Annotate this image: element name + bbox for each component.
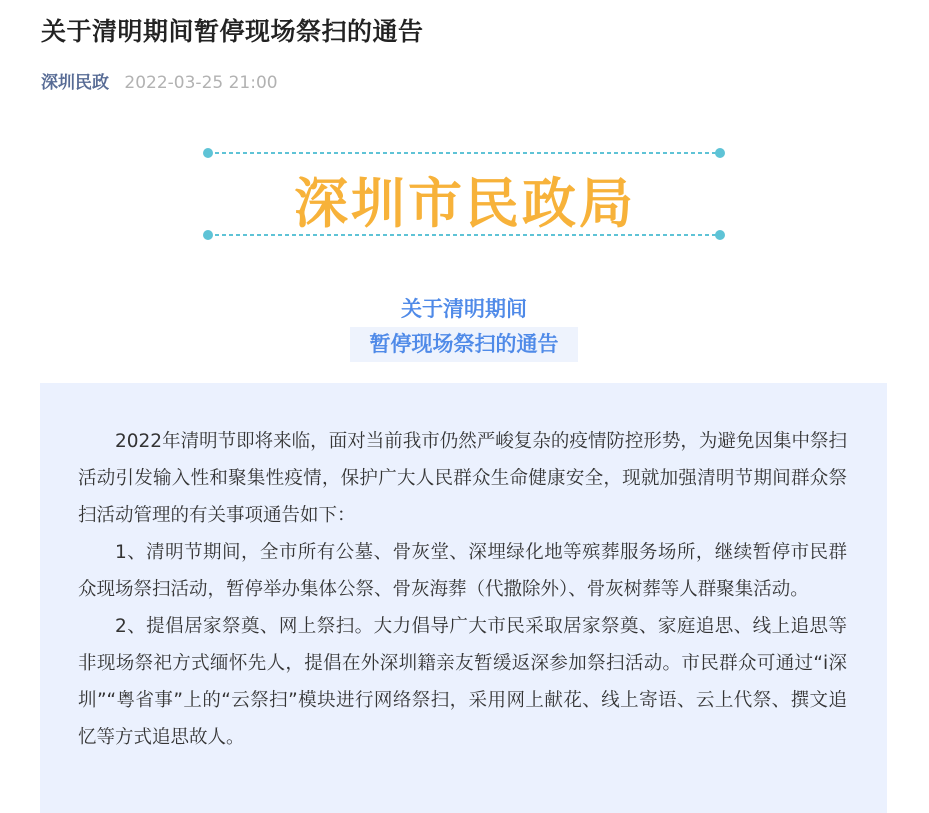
notice-title [350,292,578,362]
notice-body [40,383,887,813]
account-name-link[interactable]: 深圳民政 [41,73,109,93]
body-paragraph-item-2: 2、提倡居家祭奠、网上祭扫。大力倡导广大市民采取居家祭奠、家庭追思、线上追思等非现场祭祀方式缅怀先人，提倡在外深圳籍亲友暂缓返深参加祭扫活动。市民群众可通过“i深圳”“粤省事”上的“云祭扫”模块进行网络祭扫，采用网上献花、线上寄语、云上代祭、撰文追忆等方式追思故人。 [78,616,847,748]
notice-title-line1: 关于清明期间 [401,297,527,321]
notice-title-line2: 暂停现场祭扫的通告 [350,327,578,362]
body-paragraph-item-1: 1、清明节期间，全市所有公墓、骨灰堂、深埋绿化地等殡葬服务场所，继续暂停市民群众现场祭扫活动，暂停举办集体公祭、骨灰海葬（代撒除外）、骨灰树葬等人群聚集活动。 [78,542,847,600]
body-paragraph-intro: 2022年清明节即将来临，面对当前我市仍然严峻复杂的疫情防控形势，为避免因集中祭扫活动引发输入性和聚集性疫情，保护广大人民群众生命健康安全，现就加强清明节期间群众祭扫活动管理的有关事项通告如下： [78,431,847,526]
banner-title: 深圳市民政局 [294,172,636,235]
article-meta [41,68,278,93]
publish-date: 2022-03-25 21:00 [124,73,278,93]
article-title: 关于清明期间暂停现场祭扫的通告 [41,17,424,46]
